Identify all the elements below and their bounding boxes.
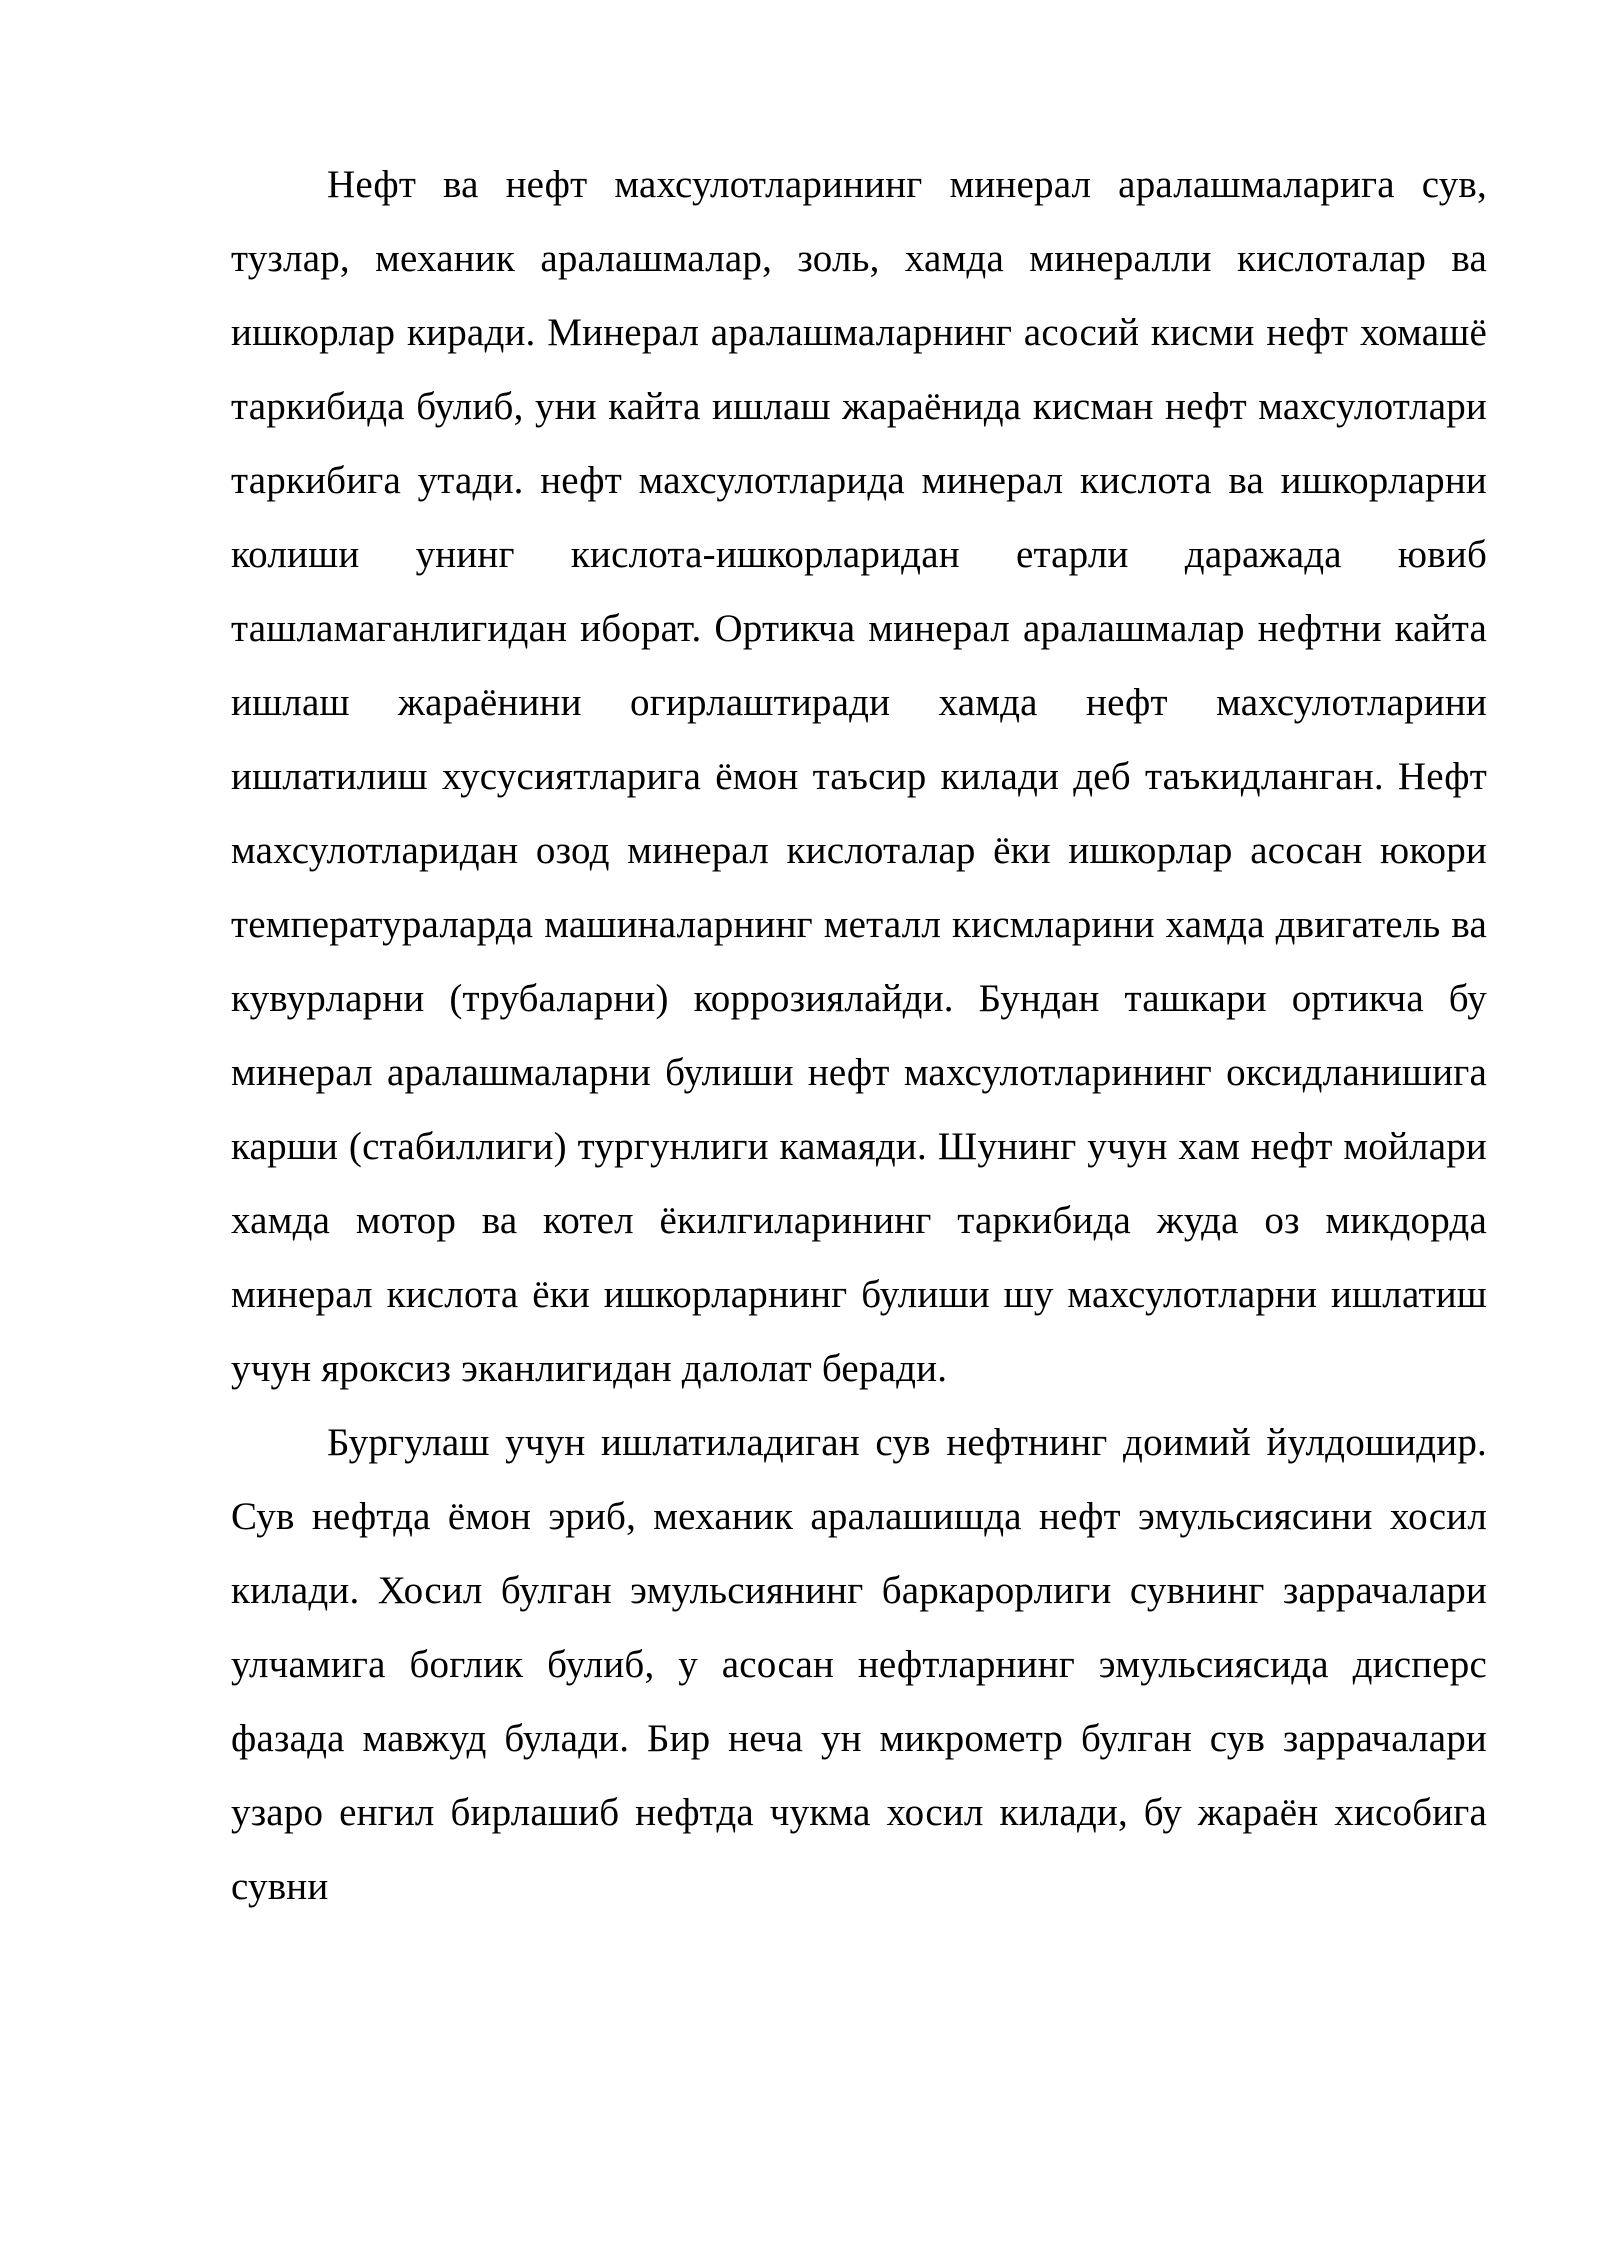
body-text	[231, 148, 1487, 1924]
paragraph-mineral-impurities: Нефт ва нефт махсулотларининг минерал аралашмаларига сув, тузлар, механик аралашмалар, золь, хамда минералли кислоталар ва ишкорлар киради. Минерал аралашмаларнинг асосий кисми нефт хомашё таркибида булиб, уни кайта ишлаш жараёнида кисман нефт махсулотлари таркибига утади. нефт махсулотларида минерал кислота ва ишкорларни колиши унинг кислота-ишкорларидан етарли даражада ювиб ташламаганлигидан иборат. Ортикча минерал аралашмалар нефтни кайта ишлаш жараёнини огирлаштиради хамда нефт махсулотларини ишлатилиш хусусиятларига ёмон таъсир килади деб таъкидланган. Нефт махсулотларидан озод минерал кислоталар ёки ишкорлар асосан юкори температураларда машиналарнинг металл кисмларини хамда двигатель ва кувурларни (трубаларни) коррозиялайди. Бундан ташкари ортикча бу минерал аралашмаларни булиши нефт махсулотларининг оксидланишига карши (стабиллиги) тургунлиги камаяди. Шунинг учун хам нефт мойлари хамда мотор ва котел ёкилгиларининг таркибида жуда оз микдорда минерал кислота ёки ишкорларнинг булиши шу махсулотларни ишлатиш учун яроксиз эканлигидан далолат беради.	[231, 163, 1487, 1390]
paragraph-water-emulsion: Бургулаш учун ишлатиладиган сув нефтнинг доимий йулдошидир. Сув нефтда ёмон эриб, механик аралашишда нефт эмульсиясини хосил килади. Хосил булган эмульсиянинг баркарорлиги сувнинг заррачалари улчамига боглик булиб, у асосан нефтларнинг эмульсиясида дисперс фазада мавжуд булади. Бир неча ун микрометр булган сув заррачалари узаро енгил бирлашиб нефтда чукма хосил килади, бу жараён хисобига сувни	[231, 1421, 1487, 1908]
